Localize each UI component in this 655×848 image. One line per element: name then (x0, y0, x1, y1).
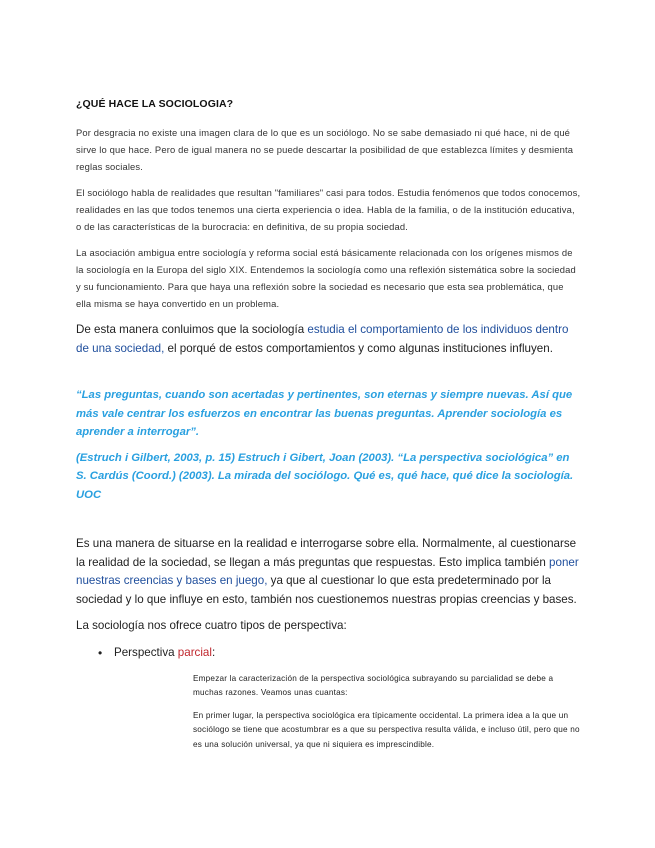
paragraph-perspective (76, 535, 581, 609)
bullet-item-parcial (76, 644, 581, 662)
paragraph-conclusion (76, 321, 581, 358)
bullet-label (114, 644, 215, 662)
perspective-text-start: Es una manera de situarse en la realidad e interrogarse sobre ella. Normalmente, al cuestionarse la realidad de la sociedad, se llegan a más preguntas que respuestas. Esto implica también (76, 537, 577, 569)
sub-paragraph-1: Empezar la caracterización de la perspectiva sociológica subrayando su parcialidad se debe a muchas razones. Veamos unas cuantas: (193, 673, 554, 697)
perspective-highlight: poner nuestras creencias y bases en juego, (76, 555, 579, 587)
paragraph-2: El sociólogo habla de realidades que resultan "familiares" casi para todos. Estudia fenómenos que todos conocemos, realidades en las que todos tenemos una cierta experiencia o idea. Habla de la familia, o de la institución educativa, o de las características de la burocracia: en definitiva, de su propia sociedad. (76, 187, 581, 232)
document-content (76, 98, 581, 760)
paragraph-1: Por desgracia no existe una imagen clara de lo que es un sociólogo. No se sabe demasiado ni qué hace, ni de qué sirve lo que hace. Pero de igual manera no se puede descartar la posibilidad de que establezca límites y desmienta reglas sociales. (76, 127, 574, 172)
bullet-icon: • (98, 645, 103, 660)
perspective-text-end: ya que al cuestionar lo que esta predeterminado por la sociedad y lo que influye en esto, también nos cuestionemos nuestras propias creencias y bases. (76, 574, 577, 606)
bullet-label-text: Perspectiva (114, 645, 178, 659)
quote-text: “Las preguntas, cuando son acertadas y pertinentes, son eternas y siempre nuevas. Así que más vale centrar los esfuerzos en encontrar las buenas preguntas. Aprender sociología es aprender a interrogar”. (76, 389, 573, 438)
conclusion-text-end: el porqué de estos comportamientos y como algunas instituciones influyen. (164, 341, 553, 355)
section-title: ¿QUÉ HACE LA SOCIOLOGIA? (76, 98, 234, 110)
paragraph-3: La asociación ambigua entre sociología y reforma social está básicamente relacionada con los orígenes mismos de la sociología en la Europa del siglo XIX. Entendemos la sociología como una reflexión sistemática sobre la sociedad y su funcionamiento. Para que haya una reflexión sobre la sociedad es necesario que esta sea problemática, que ella misma se haya convertido en un problema. (76, 247, 576, 309)
conclusion-highlight: estudia el comportamiento de los individuos dentro de una sociedad, (76, 323, 569, 355)
paragraph-types: La sociología nos ofrece cuatro tipos de perspectiva: (76, 619, 347, 632)
bullet-label-highlight: parcial (177, 645, 212, 659)
conclusion-text-start: De esta manera conluimos que la sociología (76, 323, 308, 336)
quote-citation: (Estruch i Gilbert, 2003, p. 15) Estruch i Gibert, Joan (2003). “La perspectiva sociológica” en S. Cardús (Coord.) (2003). La mirada del sociólogo. Qué es, qué hace, qué dice la sociología. UOC (76, 451, 574, 501)
sub-paragraph-2: En primer lugar, la perspectiva sociológica era típicamente occidental. La primera idea a la que un sociólogo se tiene que acostumbrar es a que su perspectiva resulta válida, e incluso útil, pero que no es una solución universal, ya que ni siquiera es imprescindible. (193, 710, 580, 749)
bullet-label-colon: : (211, 645, 216, 659)
